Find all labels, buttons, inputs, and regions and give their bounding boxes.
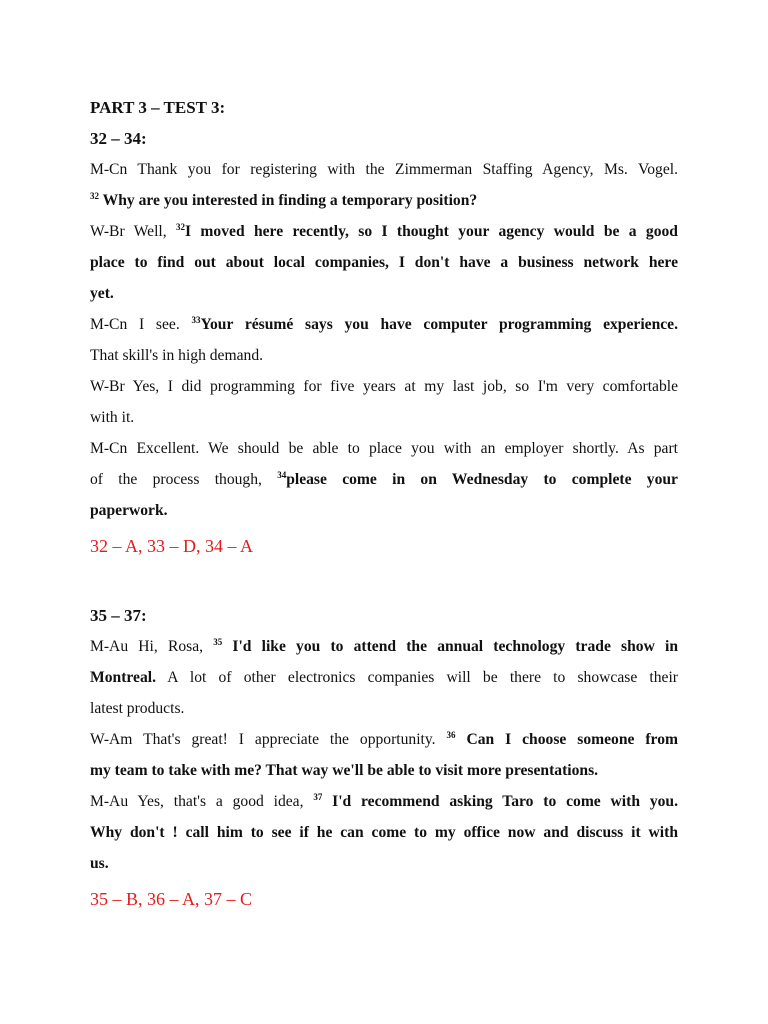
transcript-text: us. bbox=[90, 855, 109, 872]
transcript-text: paperwork. bbox=[90, 502, 168, 519]
transcript-text: with it. bbox=[90, 409, 135, 426]
transcript-text: I'd recommend asking Taro to come with you. bbox=[322, 793, 678, 810]
transcript-text: I'd like you to attend the annual technology trade show in bbox=[222, 638, 679, 655]
section-range: 35 – 37: bbox=[90, 606, 147, 625]
question-marker: 32 bbox=[90, 191, 99, 201]
transcript-line bbox=[90, 848, 678, 879]
transcript-line bbox=[90, 154, 678, 185]
transcript-text: please come in on Wednesday to complete your bbox=[286, 471, 678, 488]
transcript-text: I moved here recently, so I thought your agency would be a good bbox=[185, 223, 678, 240]
transcript-text: Why don't ! call him to see if he can come to my office now and discuss it with bbox=[90, 824, 678, 841]
transcript-text: M-Cn I see. bbox=[90, 316, 192, 333]
transcript-line bbox=[90, 278, 678, 309]
transcript-text: W-Br Well, bbox=[90, 223, 177, 240]
transcript-text: Why are you interested in finding a temporary position? bbox=[99, 192, 478, 209]
transcript-line bbox=[90, 185, 678, 216]
answer-key: 35 – B, 36 – A, 37 – C bbox=[90, 889, 253, 909]
transcript-line bbox=[90, 216, 678, 247]
transcript-line bbox=[90, 786, 678, 817]
transcript-line bbox=[90, 495, 678, 526]
transcript-line bbox=[90, 693, 678, 724]
transcript-line bbox=[90, 402, 678, 433]
question-marker: 34 bbox=[277, 470, 287, 480]
transcript-text: latest products. bbox=[90, 700, 185, 717]
transcript-text: place to find out about local companies, I don't have a business network here bbox=[90, 254, 678, 271]
transcript-text: yet. bbox=[90, 285, 114, 302]
transcript-text: Can I choose someone from bbox=[455, 731, 678, 748]
section-32-34 bbox=[90, 123, 678, 562]
transcript-text: of the process though, bbox=[90, 471, 278, 488]
question-marker: 37 bbox=[313, 792, 323, 802]
transcript-line bbox=[90, 755, 678, 786]
transcript-text: W-Am That's great! I appreciate the opportunity. bbox=[90, 731, 447, 748]
question-marker: 33 bbox=[191, 315, 201, 325]
transcript-text: Your résumé says you have computer programming experience. bbox=[200, 316, 678, 333]
section-35-37 bbox=[90, 600, 678, 915]
transcript-line bbox=[90, 817, 678, 848]
page-title: PART 3 – TEST 3: bbox=[90, 98, 226, 117]
transcript-line bbox=[90, 464, 678, 495]
transcript-line bbox=[90, 371, 678, 402]
transcript bbox=[90, 154, 678, 526]
transcript-line bbox=[90, 631, 678, 662]
transcript-line bbox=[90, 433, 678, 464]
transcript-text: That skill's in high demand. bbox=[90, 347, 264, 364]
transcript-line bbox=[90, 724, 678, 755]
question-marker: 35 bbox=[213, 637, 223, 647]
transcript-line bbox=[90, 247, 678, 278]
transcript-text: M-Au Yes, that's a good idea, bbox=[90, 793, 314, 810]
section-range: 32 – 34: bbox=[90, 129, 147, 148]
transcript-line bbox=[90, 309, 678, 340]
transcript-text: M-Cn Excellent. We should be able to place you with an employer shortly. As part bbox=[90, 440, 678, 457]
transcript-text: W-Br Yes, I did programming for five years at my last job, so I'm very comfortable bbox=[90, 378, 678, 395]
question-marker: 36 bbox=[446, 730, 456, 740]
transcript bbox=[90, 631, 678, 879]
question-marker: 32 bbox=[176, 222, 186, 232]
transcript-text: M-Cn Thank you for registering with the Zimmerman Staffing Agency, Ms. Vogel. bbox=[90, 161, 678, 178]
transcript-line bbox=[90, 662, 678, 693]
transcript-text: A lot of other electronics companies will be there to showcase their bbox=[155, 669, 678, 686]
document-page bbox=[90, 92, 678, 915]
transcript-text: M-Au Hi, Rosa, bbox=[90, 638, 214, 655]
section-divider bbox=[90, 562, 678, 600]
transcript-line bbox=[90, 340, 678, 371]
answer-key: 32 – A, 33 – D, 34 – A bbox=[90, 536, 254, 556]
transcript-text: my team to take with me? That way we'll be able to visit more presentations. bbox=[90, 762, 599, 779]
transcript-text: Montreal. bbox=[90, 669, 156, 686]
